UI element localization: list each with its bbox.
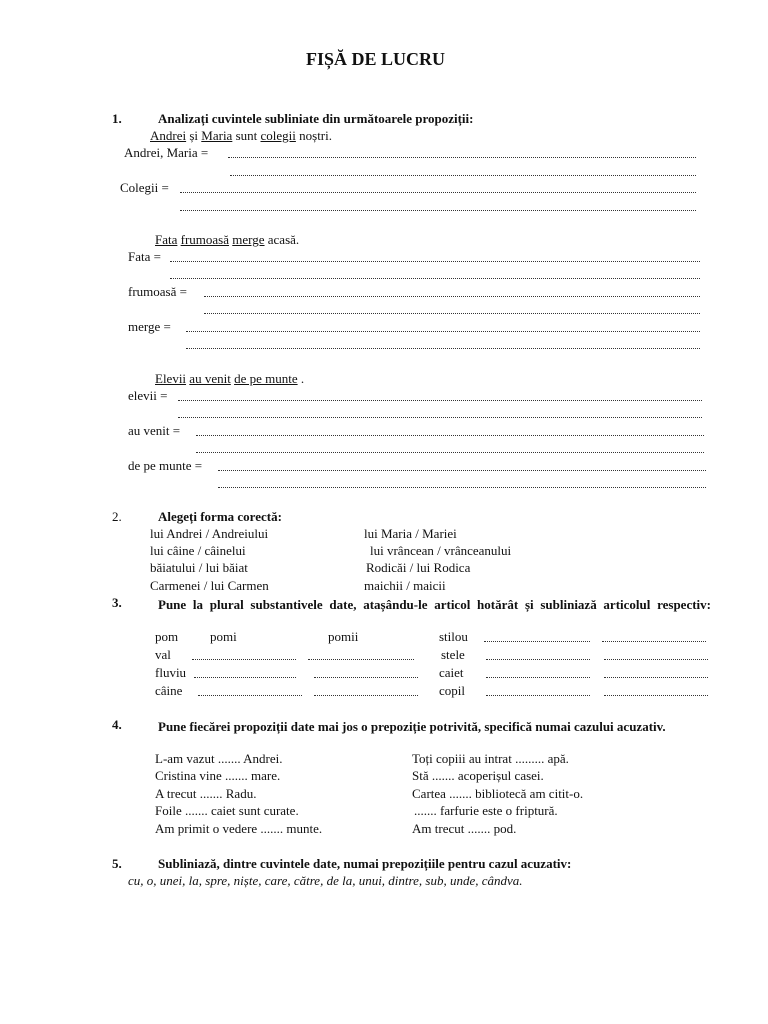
answer-line[interactable]	[228, 157, 696, 158]
underlined-word: merge	[232, 232, 265, 247]
answer-line[interactable]	[194, 677, 296, 678]
ex5-instruction: Subliniază, dintre cuvintele date, numai prepozițiile pentru cazul acuzativ:	[158, 856, 572, 871]
choice-option[interactable]: lui vrâncean / vrânceanului	[370, 543, 512, 558]
label-de-pe-munte: de pe munte =	[128, 458, 203, 473]
label-elevii: elevii =	[128, 388, 168, 403]
answer-line[interactable]	[186, 348, 700, 349]
ex3-word: val	[155, 647, 171, 662]
underlined-word: de pe munte	[234, 371, 298, 386]
label-au-venit: au venit =	[128, 423, 181, 438]
ex4-sentence: L-am vazut ....... Andrei.	[155, 751, 283, 766]
ex4-sentence: Stă ....... acoperișul casei.	[412, 768, 544, 783]
answer-line[interactable]	[486, 677, 590, 678]
answer-line[interactable]	[178, 400, 702, 401]
answer-line[interactable]	[602, 641, 706, 642]
choice-option[interactable]: maichii / maicii	[364, 578, 446, 593]
answer-line[interactable]	[198, 695, 302, 696]
ex4-sentence: Am primit o vedere ....... munte.	[155, 821, 323, 836]
label-merge: merge =	[128, 319, 171, 334]
underlined-word: Fata	[155, 232, 178, 247]
blank[interactable]: .........	[515, 751, 545, 766]
ex3-example-word: pom	[155, 629, 179, 644]
answer-line[interactable]	[180, 192, 696, 193]
ex3-example-plural: pomi	[210, 629, 237, 644]
answer-line[interactable]	[484, 641, 590, 642]
ex4-sentence: ....... farfurie este o friptură.	[414, 803, 558, 818]
answer-line[interactable]	[314, 695, 418, 696]
answer-line[interactable]	[180, 210, 696, 211]
ex3-word: stele	[441, 647, 465, 662]
choice-option[interactable]: lui câine / câinelui	[150, 543, 246, 558]
blank[interactable]: .......	[225, 768, 248, 783]
ex1-number: 1.	[112, 111, 122, 126]
answer-line[interactable]	[218, 487, 706, 488]
answer-line[interactable]	[192, 659, 296, 660]
underlined-word: colegii	[260, 128, 296, 143]
choice-option[interactable]: Rodicăi / lui Rodica	[366, 560, 471, 575]
page-title: FIȘĂ DE LUCRU	[306, 49, 446, 69]
choice-option[interactable]: Carmenei / lui Carmen	[150, 578, 269, 593]
ex3-example-articulated: pomii	[328, 629, 359, 644]
answer-line[interactable]	[604, 677, 708, 678]
ex4-sentence: Cartea ....... bibliotecă am citit-o.	[412, 786, 584, 801]
ex2-number: 2.	[112, 509, 122, 524]
ex3-word: fluviu	[155, 665, 187, 680]
underlined-word: Elevii	[155, 371, 187, 386]
answer-line[interactable]	[170, 278, 700, 279]
blank[interactable]: .......	[431, 768, 455, 783]
ex1-sentence-2: Fata frumoasă merge acasă.	[155, 232, 300, 247]
ex1-sentence-1: Andrei și Maria sunt colegii noștri.	[150, 128, 333, 143]
ex3-word: copil	[439, 683, 465, 698]
underlined-word: frumoasă	[180, 232, 230, 247]
label-fata: Fata =	[128, 249, 161, 264]
ex4-sentence: Foile ....... caiet sunt curate.	[155, 803, 299, 818]
answer-line[interactable]	[196, 452, 704, 453]
answer-line[interactable]	[196, 435, 704, 436]
underlined-word: au venit	[189, 371, 231, 386]
answer-line[interactable]	[308, 659, 414, 660]
ex3-number: 3.	[112, 595, 122, 610]
blank[interactable]: .......	[199, 786, 223, 801]
choice-option[interactable]: lui Andrei / Andreiului	[150, 526, 269, 541]
underlined-word: Andrei	[150, 128, 187, 143]
answer-line[interactable]	[186, 331, 700, 332]
ex4-number: 4.	[112, 717, 122, 732]
answer-line[interactable]	[604, 659, 708, 660]
label-frumoasa: frumoasă =	[128, 284, 187, 299]
ex4-sentence: Toți copiii au intrat ......... apă.	[412, 751, 569, 766]
choice-option[interactable]: lui Maria / Mariei	[364, 526, 457, 541]
answer-line[interactable]	[178, 417, 702, 418]
ex3-word: câine	[155, 683, 183, 698]
ex3-instruction: Pune la plural substantivele date, atașându-le articol hotărât și subliniază articolul respectiv:	[158, 597, 711, 612]
ex4-instruction: Pune fiecărei propoziții date mai jos o prepoziție potrivită, specifică numai cazului acuzativ.	[158, 719, 666, 734]
blank[interactable]: .......	[467, 821, 491, 836]
ex3-word: stilou	[439, 629, 468, 644]
blank[interactable]: .......	[184, 803, 208, 818]
label-colegii: Colegii =	[120, 180, 169, 195]
ex1-instruction: Analizați cuvintele subliniate din următoarele propoziții:	[158, 111, 474, 126]
ex2-instruction: Alegeți forma corectă:	[158, 509, 282, 524]
answer-line[interactable]	[204, 313, 700, 314]
blank[interactable]: .......	[217, 751, 241, 766]
answer-line[interactable]	[604, 695, 708, 696]
answer-line[interactable]	[204, 296, 700, 297]
answer-line[interactable]	[218, 470, 706, 471]
ex1-sentence-3: Elevii au venit de pe munte .	[155, 371, 305, 386]
underlined-word: Maria	[201, 128, 233, 143]
ex4-sentence: Cristina vine ....... mare.	[155, 768, 281, 783]
choice-option[interactable]: băiatului / lui băiat	[150, 560, 248, 575]
ex4-sentence: A trecut ....... Radu.	[155, 786, 257, 801]
answer-line[interactable]	[230, 175, 696, 176]
answer-line[interactable]	[170, 261, 700, 262]
answer-line[interactable]	[314, 677, 418, 678]
answer-line[interactable]	[486, 659, 590, 660]
ex5-word-list[interactable]: cu, o, unei, la, spre, niște, care, către, de la, unui, dintre, sub, unde, cândva.	[128, 873, 523, 888]
blank[interactable]: .......	[414, 803, 437, 818]
ex5-number: 5.	[112, 856, 122, 871]
blank[interactable]: .......	[449, 786, 472, 801]
blank[interactable]: .......	[260, 821, 284, 836]
ex3-word: caiet	[439, 665, 464, 680]
label-andrei-maria: Andrei, Maria =	[124, 145, 209, 160]
ex4-sentence: Am trecut ....... pod.	[412, 821, 517, 836]
answer-line[interactable]	[486, 695, 590, 696]
